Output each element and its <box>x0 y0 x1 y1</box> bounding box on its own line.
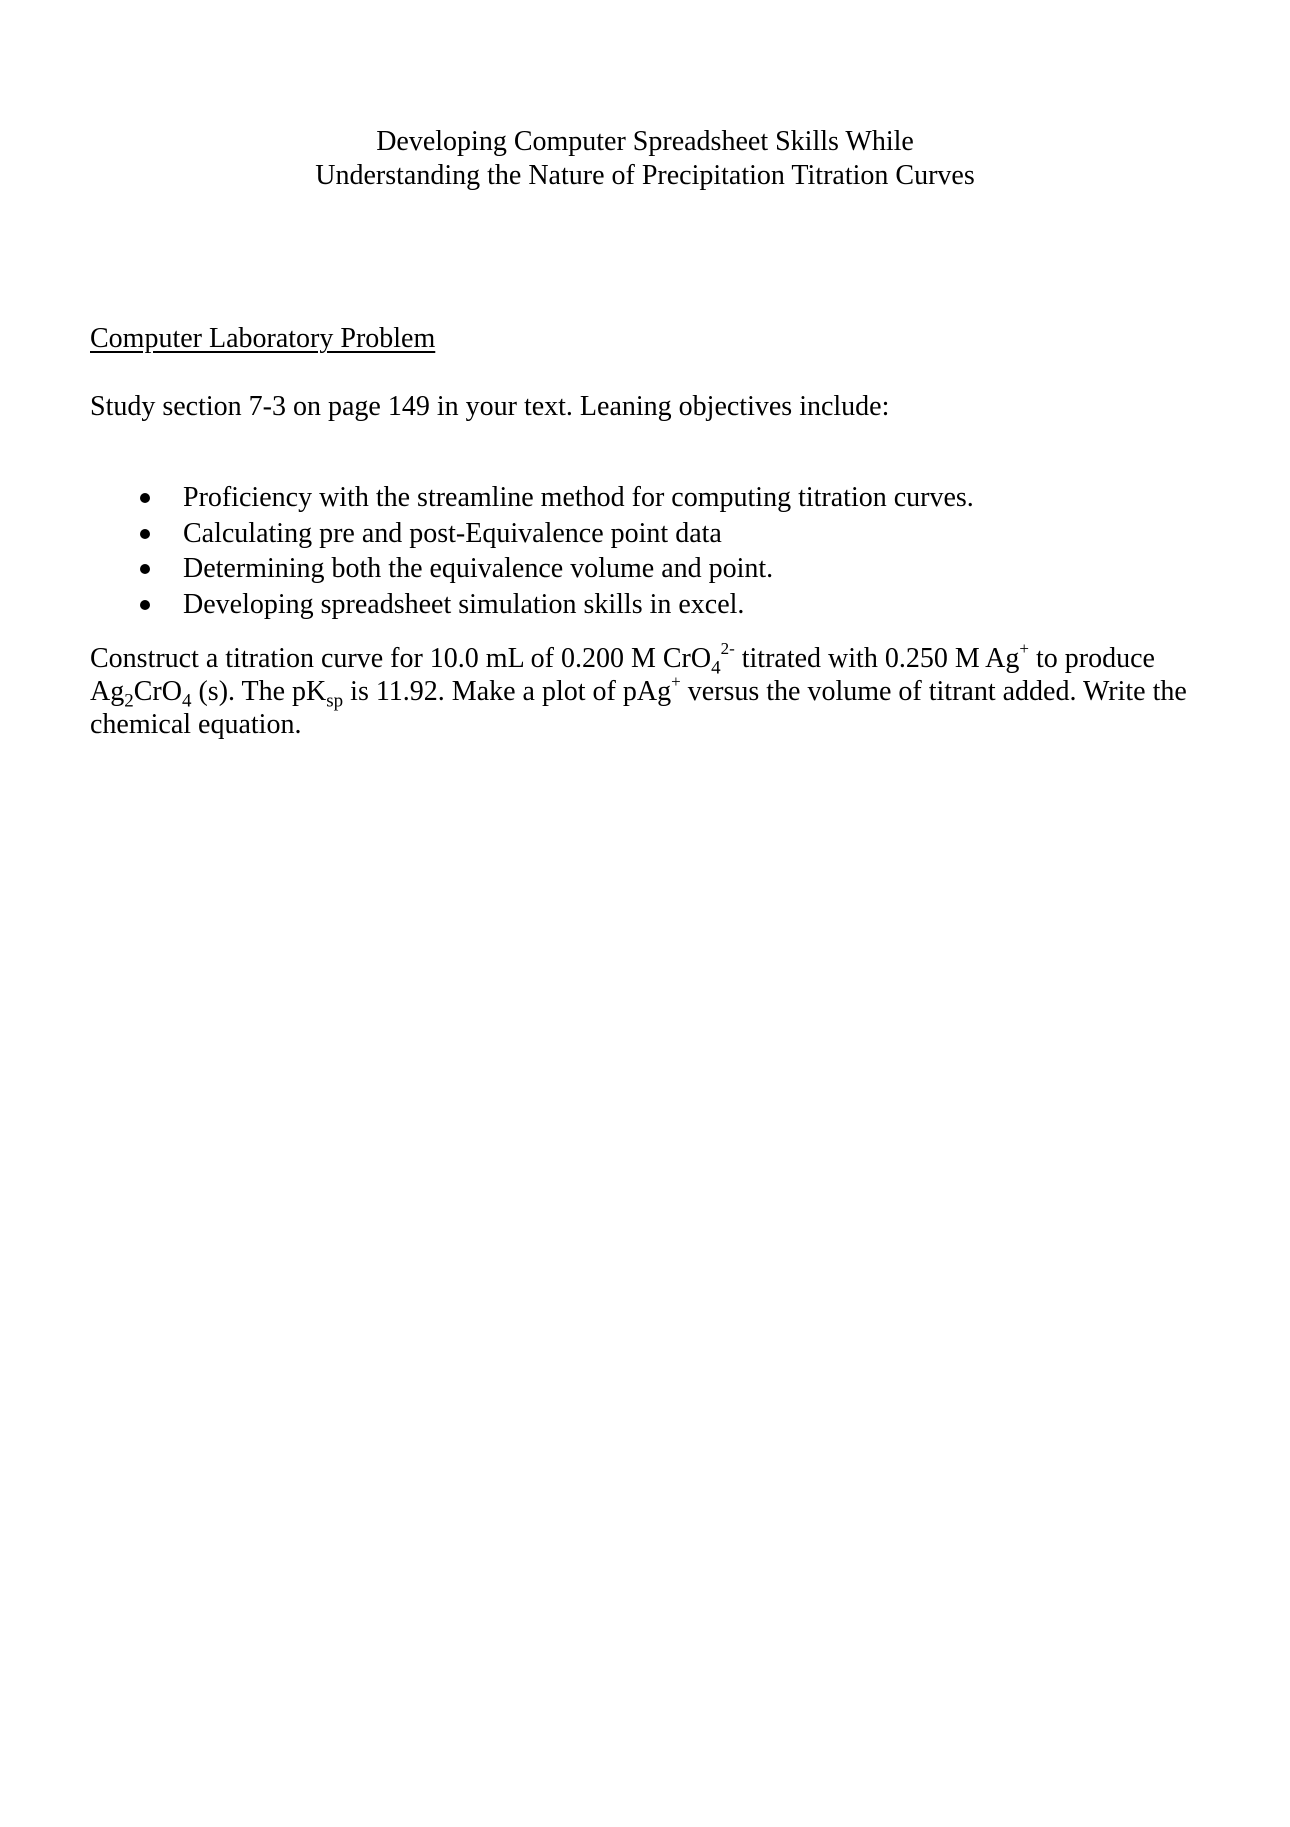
subscript: 4 <box>711 657 721 679</box>
problem-statement <box>90 638 1220 741</box>
list-item-text: Developing spreadsheet simulation skills in excel. <box>183 588 745 620</box>
list-item <box>90 587 974 623</box>
list-item-text: Proficiency with the streamline method for computing titration curves. <box>183 482 974 513</box>
subscript: 2 <box>124 690 134 712</box>
problem-text: is 11.92. Make a plot of pAg <box>343 676 672 707</box>
problem-text: titrated with 0.250 M Ag <box>734 643 1020 674</box>
document-title <box>0 125 1290 193</box>
list-item-text: Calculating pre and post-Equivalence point data <box>183 517 722 549</box>
intro-paragraph: Study section 7-3 on page 149 in your text. Leaning objectives include: <box>90 391 890 422</box>
bullet-icon <box>140 493 150 503</box>
list-item <box>90 551 974 587</box>
subscript: sp <box>326 690 344 712</box>
subscript: 4 <box>181 690 192 712</box>
superscript: + <box>1019 638 1029 658</box>
title-line-2: Understanding the Nature of Precipitation Titration Curves <box>315 160 975 191</box>
problem-text: CrO <box>133 676 182 707</box>
list-item-text: Determining both the equivalence volume and point. <box>183 553 774 584</box>
list-item <box>90 516 974 552</box>
problem-text: versus the volume of titrant added. Write the chemical equation. <box>90 676 1187 740</box>
superscript: + <box>671 671 681 691</box>
list-item <box>90 480 974 516</box>
bullet-icon <box>140 529 150 539</box>
title-line-1: Developing Computer Spreadsheet Skills While <box>376 126 914 157</box>
problem-text: Construct a titration curve for 10.0 mL of 0.200 M CrO <box>90 643 712 674</box>
superscript: 2- <box>720 638 735 658</box>
bullet-icon <box>140 600 150 610</box>
problem-text: to produce Ag <box>90 643 1155 707</box>
section-heading: Computer Laboratory Problem <box>90 323 436 354</box>
objectives-list <box>90 480 974 622</box>
problem-text: (s). The pK <box>191 676 327 707</box>
bullet-icon <box>140 564 150 574</box>
